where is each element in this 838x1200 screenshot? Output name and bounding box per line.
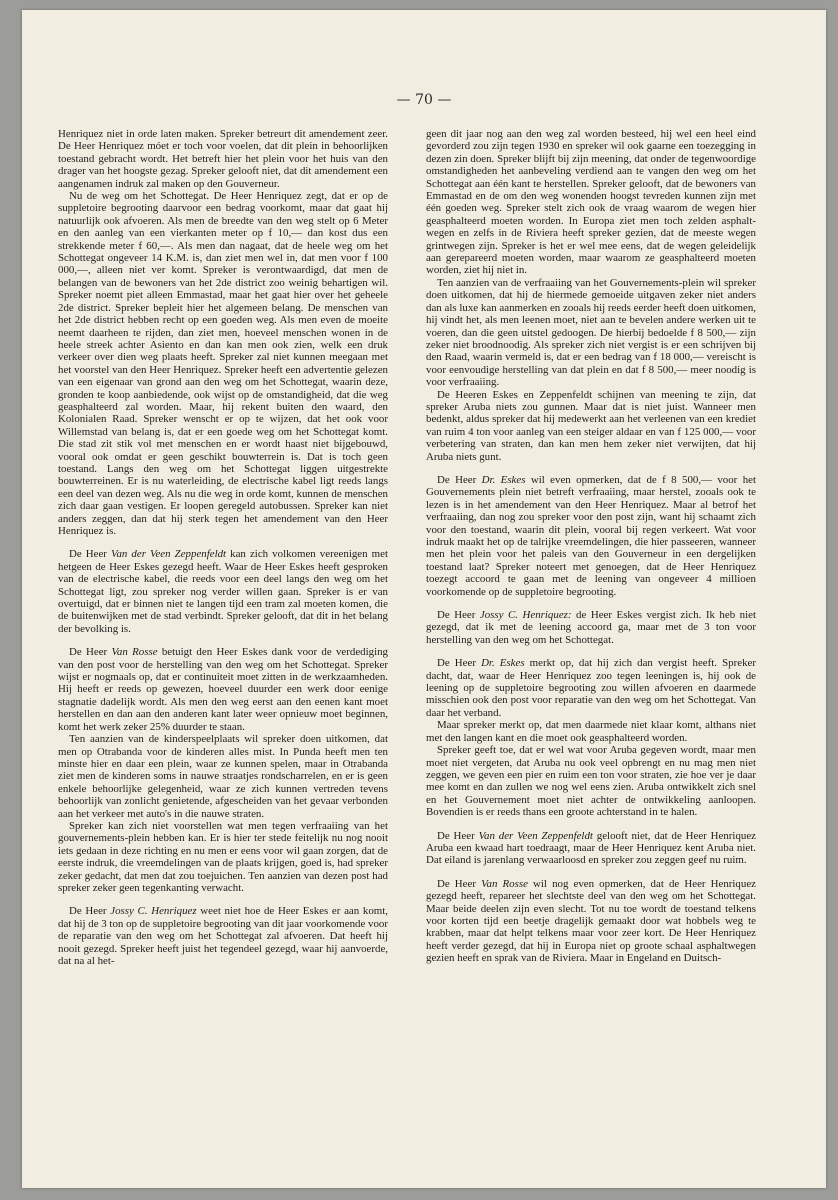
paragraph [426, 657, 756, 719]
paragraph [426, 277, 756, 389]
speaker-prefix: De Heer [437, 473, 482, 486]
paragraph-text: Spreker kan zich niet voorstellen wat men tegen verfraaiing van het gouvernements-plein hebben kan. Er is hier ter stede feitelijk nu nog nooit iets gedaan in deze richting en nu men er eens voor wil gaan zorgen, dat de eerste indruk, die vreemdelingen van de plaats krijgen, goed is, had spreker zeker gedacht, dat men dat zou toejuichen. Ten aanzien van dezen post had spreker zeker geen tegenkanting verwacht. [58, 819, 388, 894]
paragraph [58, 905, 388, 967]
speaker-prefix: De Heer [437, 657, 482, 670]
speaker-prefix: De Heer [437, 609, 480, 622]
paragraph-text: Ten aanzien van de kinderspeelplaats wil spreker doen uitkomen, dat men op Otrabanda voor de kinderen alles mist. In Punda heeft men ten minste hier en daar een plein, waar ze kunnen spelen, maar in Otrabanda ziet men de kinderen soms in nauwe straatjes rondscharrelen, en er is geen enkele behoorlijke gelegenheid, waar ze zich kunnen vertreden tevens behoorlijk van zonlicht genietende, afgescheiden van het gevaar verbonden aan het verkeer met auto's in die nauwe straten. [58, 733, 388, 820]
paragraph-text: betuigt den Heer Eskes dank voor de verdediging van den post voor de herstelling van den weg om het Schottegat. Spreker wijst er nogmaals op, dat er continuiteit moet zitten in de werkzaamheden. Hij heeft er reeds op gewezen, hoeveel duurder een werk door eenige stagnatie dadelijk wordt. Als men den weg eerst aan den eenen kant moet herstellen en dan aan den anderen kant later weer opnieuw moet beginnen, komt het werk zeker 25% duurder te staan. [58, 646, 388, 733]
paragraph [58, 733, 388, 820]
paragraph-text: de Heer Eskes vergist zich. Ik heb niet gezegd, dat ik met de leening accoord ga, maar met de 3 ton voor herstelling van den weg om het Schottegat. [426, 609, 756, 646]
speaker-prefix: De Heer [69, 646, 112, 659]
page-number: — 70 — [396, 92, 452, 108]
paragraph [426, 878, 756, 965]
speaker-prefix: De Heer [437, 829, 479, 842]
paragraph [426, 719, 756, 744]
paragraph [58, 646, 388, 733]
paragraph-text: merkt op, dat hij zich dan vergist heeft. Spreker dacht, dat, waar de Heer Henriquez zoo tegen leeningen is, hij ook de leening op de suppletoire begrooting zou willen afvoeren en daarmede misschien ook den post voor reparatie van den weg om het Schottegat. Van daar het verband. [426, 657, 756, 719]
paragraph [426, 830, 756, 867]
paragraph-text: Nu de weg om het Schottegat. De Heer Henriquez zegt, dat er op de suppletoire begrooting daarvoor een bedrag voorkomt, maar dat gaat hij natuurlijk ook afvoeren. Als men de breedte van den weg stelt op 6 Meter en den aanleg van een vierkanten meter op f 10,— dan kost dus een strekkende meter f 60,—. Als men dan nagaat, dat de heele weg om het Schottegat ongeveer 14 K.M. is, dan ziet men wel in, dat men voor f 100 000,—, alleen niet ver komt. Spreker is verontwaardigd, dat men de belangen van de bewoners van het 2de district zoo weinig behartigen wil. Spreker noemt piet alleen Emmastad, maar het gaat hier over het geheele 2de district. Spreker bepleit hier het algemeen belang. De menschen van het 2de district hebben recht op een goeden weg. Als men even de moeite neemt daarheen te rijden, dan ziet men, hoeveel menschen wonen in de heele streek achter Asiento en dan kan men ook zien, welk een druk verkeer over dien weg plaats heeft. Spreker zal niet kunnen meegaan met het voorstel van den Heer Henriquez. Spreker heeft een advertentie gelezen van een eigenaar van grond aan den weg om het Schottegat, waarin deze, gronden te koop aanbiedende, ook wijst op de omstandigheid, dat die weg geasphalteerd zal worden. Maar, hij rekent buiten den waard, den Kolonialen Raad. Spreker wenscht er op te wijzen, dat het ook voor Willemstad van belang is, dat er een goede weg om het Schottegat komt. Die stad zit stik vol met menschen en er wordt haast niet bijgebouwd, vooral ook omdat er geen geschikt bouwterrein is. Dat is toch geen toestand. Langs den weg om het Schottegat liggen uitgestrekte bouwterreinen. Er is nu waterleiding, de electrische kabel ligt reeds langs een deel van dezen weg. Als nu die weg in orde komt, kunnen de menschen zich daar gaan vestigen. Er loopen geregeld autobussen. Spreker kan niet anders zeggen, dan dat hij sterk tegen het amendement van den Heer Henriquez is. [58, 190, 388, 537]
paragraph [426, 389, 756, 463]
paragraph-text: Henriquez niet in orde laten maken. Spreker betreurt dit amendement zeer. De Heer Henriquez móet er toch voor voelen, dat dit plein in behoorlijken toestand gebracht wordt. Het betreft hier het plein voor het huis van den drager van het hoogste gezag. Spreker gelooft niet, dat dit amendement een aangenamen indruk zal maken op den Gouverneur. [58, 128, 388, 190]
speaker-name: Van Rosse [111, 646, 158, 659]
paragraph-text: kan zich volkomen vereenigen met hetgeen de Heer Eskes gezegd heeft. Waar de Heer Eskes heeft gesproken van de electrische kabel, die reeds voor een deel langs den weg om het Schottegat ligt, zou spreker nog verder willen gaan. Spreker is er van overtuigd, dat er binnen niet te langen tijd een tram zal moeten komen, die de buitenwijken met de stad verbindt. Spreker gelooft, dat dit in het belang der bevolking is. [58, 548, 388, 635]
paragraph [426, 128, 756, 277]
paragraph-text: Spreker geeft toe, dat er wel wat voor Aruba gegeven wordt, maar men moet niet vergeten, dat Aruba nu ook veel opbrengt en nu mag men niet zeggen, we geven een pier en ruim een ton voor straten, zie hoe ver je daar mee komt en dan zullen we nog wel eens zien. Aruba ontwikkelt zich snel en het Gouvernement moet niet achter de ontwikkeling aanloopen. Bovendien is er reeds thans een groote achterstand in te halen. [426, 744, 756, 819]
speaker-prefix: De Heer [69, 905, 111, 918]
speaker-name: Van der Veen Zeppenfeldt [111, 548, 227, 561]
paragraph-text: De Heeren Eskes en Zeppenfeldt schijnen van meening te zijn, dat spreker Aruba niets zou gunnen. Maar dat is niet juist. Wanneer men bedenkt, aldus spreker dat hij medewerkt aan het verleenen van een krediet van ruim 4 ton voor aanleg van een steiger aldaar en van f 125 000,— voor verbetering van straten, dan kan men hem zeker niet verwijten, dat hij Aruba niets gunt. [426, 388, 756, 463]
speaker-name: Dr. Eskes [481, 473, 526, 486]
left-column [58, 128, 388, 1138]
paragraph-text: geen dit jaar nog aan den weg zal worden besteed, hij wel een heel eind gevorderd zou zijn tegen 1930 en spreker wil ook gaarne een toezegging in dezen zin doen. Spreker blijft bij zijn meening, dat onder de tegenwoordige omstandigheden het aanbeveling verdiend aan te vangen den weg om het Schottegat aan één kant te herstellen. Spreker gelooft, dat de bewoners van Emmastad en de om den weg wonenden hoogst tevreden kunnen zijn met één goeden weg. Spreker stelt zich ook de vraag waarom de wegen hier geasphalteerd moeten worden. In Europa ziet men toch zelden asphalt-wegen en zelfs in de Riviera heeft spreker gezien, dat de meeste wegen grintwegen zijn. Spreker is het er wel mee eens, dat de wegen geleidelijk aan gerepareerd moeten worden, maar waarom ze geasphalteerd moeten worden, ziet hij niet in. [426, 128, 756, 277]
speaker-name: Jossy C. Henriquez [110, 905, 197, 918]
paragraph-text: wil even opmerken, dat de f 8 500,— voor het Gouvernements plein niet betreft verfraaiing, maar herstel, zooals ook te lezen is in het amendement van den Heer Henriquez. Maar al betrof het verfraaiing, dan nog zou spreker voor den post zijn, want hij schaamt zich voor den toestand, waarin dit plein, vooral bij regen verkeert. Wat voor indruk maakt het op de talrijke vreemdelingen, die hier passeeren, wanneer men het plein voor het paleis van den Gouverneur in een dergelijken toestand laat? Spreker noteert met genoegen, dat de Heer Henriquez toezegt accoord te gaan met de leening van ongeveer 4 millioen voorkomende op de suppletoire begrooting. [426, 473, 756, 598]
speaker-name: Van der Veen Zeppenfeldt [478, 829, 593, 842]
speaker-prefix: De Heer [69, 548, 112, 561]
paragraph-text: gelooft niet, dat de Heer Henriquez Aruba een kwaad hart toedraagt, maar de Heer Henriquez kent Aruba niet. Dat eiland is jarenlang verwaarloosd en spreker zou zeggen geef nu ruim. [426, 829, 756, 867]
right-column [426, 128, 756, 1138]
speaker-name: Jossy C. Henriquez: [479, 609, 572, 622]
paragraph [426, 474, 756, 598]
speaker-name: Dr. Eskes [481, 657, 525, 670]
paragraph-text: Ten aanzien van de verfraaiing van het Gouvernements-plein wil spreker doen uitkomen, dat hij de hiermede gemoeide uitgaven zeker niet anders dan als luxe kan aanmerken en zooals hij reeds eerder heeft doen uitkomen, hij vindt het, als men leenen moet, niet aan te bevelen andere werken uit te voeren, dan die geen uitstel gedoogen. De hierbij bedoelde f 8 500,— zijn zeker niet broodnoodig. Als spreker zich niet vergist is er een schrijven bij den Raad, waarin vermeld is, dat er een bedrag van f 18 000,— vereischt is voor eenvoudige herstelling van dat plein en dat f 8 500,— meer noodig is voor verfraaiing. [426, 276, 756, 389]
paragraph [426, 609, 756, 646]
paragraph [58, 128, 388, 190]
paragraph [58, 190, 388, 537]
paragraph-text: wil nog even opmerken, dat de Heer Henriquez gezegd heeft, repareer het slechtste deel van den weg om het Schottegat. Maar beide deelen zijn even slecht. Tot nu toe wordt de toestand telkens voor korten tijd een beetje dragelijk gemaakt door wat hobbels weg te krabben, maar dat helpt telkens maar voor zeer kort. De Heer Henriquez heeft verder gezegd, dat hij in Europa niet op groote schaal asphaltwegen gezien heeft en sprak van de Riviera. Maar in Engeland en Duitsch- [426, 877, 756, 965]
speaker-prefix: De Heer [437, 877, 482, 890]
document-page [22, 10, 826, 1188]
paragraph [58, 548, 388, 635]
paragraph-text: Maar spreker merkt op, dat men daarmede niet klaar komt, althans niet met den langen kant en die moet ook geasphalteerd worden. [426, 719, 756, 744]
paragraph [426, 744, 756, 818]
paragraph [58, 820, 388, 894]
paragraph-text: weet niet hoe de Heer Eskes er aan komt, dat hij de 3 ton op de suppletoire begrooting van dit jaar voorkomende voor de reparatie van den weg om het Schottegat zal afvoeren. Dat heeft hij nooit gezegd. Spreker heeft juist het tegendeel gezegd, waar hij aanvoerde, dat na al het- [58, 905, 388, 967]
speaker-name: Van Rosse [481, 877, 528, 890]
